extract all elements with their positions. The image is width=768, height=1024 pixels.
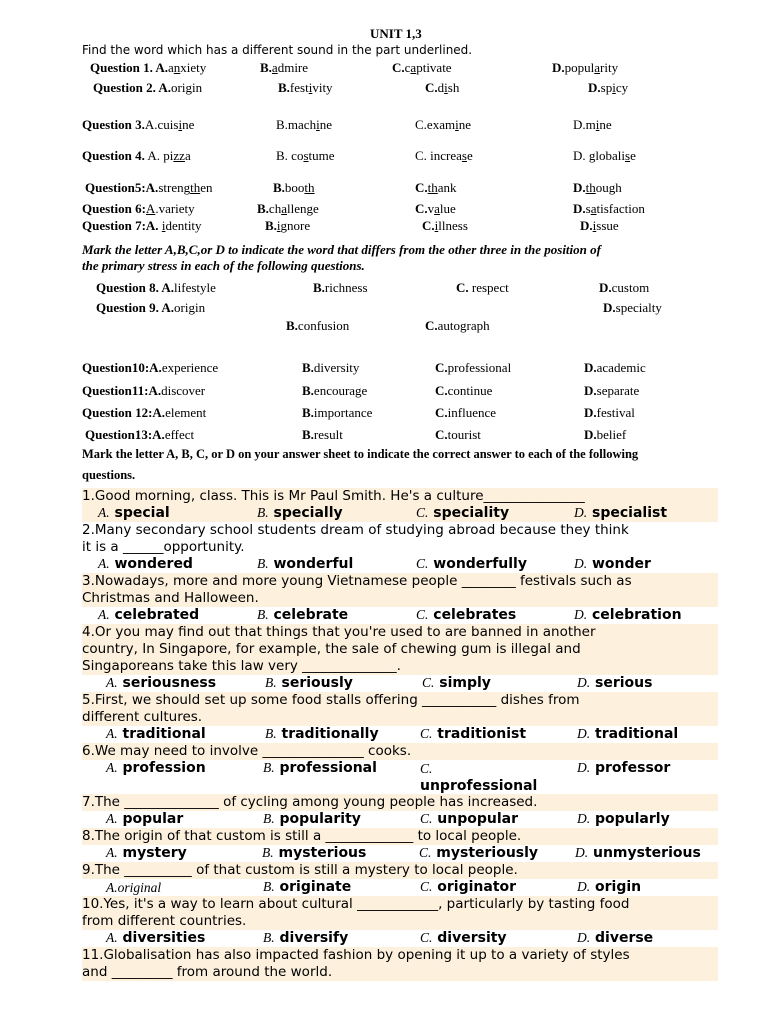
question-10: Question10:A.experience (82, 360, 219, 375)
page-title: UNIT 1,3 (370, 26, 422, 41)
item-2-line-2: it is a ______opportunity. (82, 539, 245, 555)
question-1-option-d: D.popularity (552, 60, 619, 75)
section3-instruction-line1: Mark the letter A, B, C, or D on your answer sheet to indicate the correct answer to each of the following (82, 447, 639, 461)
question-12-option-d: D.festival (584, 405, 635, 420)
question-4-option-b: B. costume (276, 148, 335, 163)
question-2-option-b: B.festivity (278, 80, 333, 95)
question-1-option-c: C.captivate (392, 60, 452, 75)
question-10-option-c: C.professional (435, 360, 512, 375)
question-3: Question 3.A.cuisine (82, 117, 195, 132)
item-5-option-b: B. traditionally (265, 726, 379, 742)
item-4-option-c: C. simply (422, 675, 491, 691)
question-1: Question 1. A.anxiety (90, 60, 207, 75)
item-5-line-1: 5.First, we should set up some food stalls offering ___________ dishes from (82, 692, 580, 708)
item-6-option-a: A. profession (106, 760, 206, 776)
question-12-option-b: B.importance (302, 405, 373, 420)
question-8-option-b: B.richness (313, 280, 368, 295)
item-7-option-a: A. popular (106, 811, 184, 827)
question-3-option-c: C.examine (415, 117, 471, 132)
question-7-option-c: C.illness (422, 218, 468, 233)
question-9-option-d: D.specialty (603, 300, 662, 315)
question-5-option-d: D.though (573, 180, 622, 195)
section3-instruction-line2: questions. (82, 468, 136, 482)
item-2-line-1: 2.Many secondary school students dream of studying abroad because they think (82, 522, 629, 538)
question-8: Question 8. A.lifestyle (96, 280, 216, 295)
item-8-option-a: A. mystery (106, 845, 187, 861)
item-10-option-d: D. diverse (577, 930, 654, 946)
item-1-option-b: B. specially (257, 505, 343, 521)
item-10-option-b: B. diversify (263, 930, 349, 946)
question-4: Question 4. A. pizza (82, 148, 191, 163)
item-3-line-2: Christmas and Halloween. (82, 590, 259, 606)
item-5-line-2: different cultures. (82, 709, 203, 725)
section1-instruction: Find the word which has a different sound in the part underlined. (82, 43, 473, 57)
question-4-option-d: D. globalise (573, 148, 636, 163)
item-10-line-1: 10.Yes, it's a way to learn about cultural ____________, particularly by tasting food (82, 896, 630, 912)
question-5-option-b: B.booth (273, 180, 315, 195)
item-9-option-b: B. originate (263, 879, 352, 895)
question-2-option-c: C.dish (425, 80, 460, 95)
item-1-line-1: 1.Good morning, class. This is Mr Paul Smith. He's a culture_______________ (82, 488, 585, 504)
question-6-option-c: C.value (415, 201, 456, 216)
item-9-option-d: D. origin (577, 879, 642, 895)
question-13-option-d: D.belief (584, 427, 627, 442)
item-8-option-b: B. mysterious (262, 845, 367, 861)
question-6: Question 6:A.variety (82, 201, 195, 216)
question-9-option-b: B.confusion (286, 318, 350, 333)
item-6-line-1: 6.We may need to involve _______________ cooks. (82, 743, 412, 759)
question-6-option-d: D.satisfaction (573, 201, 645, 216)
item-4-option-d: D. serious (577, 675, 653, 691)
item-9-line-1: 9.The __________ of that custom is still a mystery to local people. (82, 862, 518, 878)
item-3-option-d: D. celebration (574, 607, 682, 623)
item-11-line-1: 11.Globalisation has also impacted fashion by opening it up to a variety of styles (82, 947, 630, 963)
question-12: Question 12:A.element (82, 405, 207, 420)
question-3-option-b: B.machine (276, 117, 332, 132)
question-12-option-c: C.influence (435, 405, 497, 420)
item-9-option-c: C. originator (420, 879, 517, 895)
question-13-option-b: B.result (302, 427, 343, 442)
question-9: Question 9. A.origin (96, 300, 206, 315)
question-8-option-c: C. respect (456, 280, 509, 295)
question-11-option-b: B.encourage (302, 383, 368, 398)
item-10-option-a: A. diversities (106, 930, 206, 946)
item-10-option-c: C. diversity (420, 930, 507, 946)
item-9-option-a: A.original (106, 880, 162, 895)
item-4-option-b: B. seriously (265, 675, 353, 691)
item-5-option-a: A. traditional (106, 726, 206, 742)
item-6-option-d: D. professor (577, 760, 671, 776)
item-1-option-d: D. specialist (574, 505, 668, 521)
item-1-option-a: A. special (98, 505, 170, 521)
item-3-line-1: 3.Nowadays, more and more young Vietnamese people ________ festivals such as (82, 573, 632, 589)
question-2-option-d: D.spicy (588, 80, 629, 95)
question-4-option-c: C. increase (415, 148, 473, 163)
question-13-option-c: C.tourist (435, 427, 481, 442)
item-8-option-d: D. unmysterious (575, 845, 701, 861)
item-7-option-c: C. unpopular (420, 811, 518, 827)
item-3-option-a: A. celebrated (98, 607, 200, 623)
item-7-option-d: D. popularly (577, 811, 670, 827)
question-5-option-c: C.thank (415, 180, 457, 195)
item-2-option-c: C. wonderfully (416, 556, 527, 572)
item-8-line-1: 8.The origin of that custom is still a _____________ to local people. (82, 828, 522, 844)
question-9-option-c: C.autograph (425, 318, 490, 333)
question-5: Question5:A.strengthen (85, 180, 213, 195)
question-2: Question 2. A.origin (93, 80, 203, 95)
question-10-option-d: D.academic (584, 360, 646, 375)
item-1-option-c: C. speciality (416, 505, 510, 521)
question-8-option-d: D.custom (599, 280, 650, 295)
item-11-line-2: and _________ from around the world. (82, 964, 333, 980)
question-7-option-d: D.issue (580, 218, 619, 233)
question-6-option-b: B.challenge (257, 201, 319, 216)
item-6-option-b: B. professional (263, 760, 377, 776)
item-10-line-2: from different countries. (82, 913, 247, 929)
question-7: Question 7:A. identity (82, 218, 202, 233)
question-10-option-b: B.diversity (302, 360, 360, 375)
item-7-line-1: 7.The ______________ of cycling among young people has increased. (82, 794, 538, 810)
question-7-option-b: B.ignore (265, 218, 311, 233)
item-5-option-d: D. traditional (577, 726, 679, 742)
item-2-option-a: A. wondered (98, 556, 193, 572)
item-7-option-b: B. popularity (263, 811, 361, 827)
item-2-option-d: D. wonder (574, 556, 651, 572)
item-8-option-c: C. mysteriously (419, 845, 539, 861)
question-1-option-b: B.admire (260, 60, 309, 75)
question-11-option-c: C.continue (435, 383, 493, 398)
item-4-line-3: Singaporeans take this law very ______________. (82, 658, 401, 674)
question-3-option-d: D.mine (573, 117, 612, 132)
question-11: Question11:A.discover (82, 383, 206, 398)
section2-instruction-line2: the primary stress in each of the following questions. (82, 258, 365, 273)
question-11-option-d: D.separate (584, 383, 640, 398)
item-3-option-b: B. celebrate (257, 607, 349, 623)
item-6-option-c: C. unprofessional (420, 761, 538, 794)
question-13: Question13:A.effect (85, 427, 195, 442)
section2-instruction-line1: Mark the letter A,B,C,or D to indicate the word that differs from the other three in the position of (82, 242, 601, 257)
item-4-line-2: country, In Singapore, for example, the sale of chewing gum is illegal and (82, 641, 581, 657)
item-2-option-b: B. wonderful (257, 556, 354, 572)
item-4-option-a: A. seriousness (106, 675, 217, 691)
item-3-option-c: C. celebrates (416, 607, 517, 623)
item-5-option-c: C. traditionist (420, 726, 527, 742)
item-4-line-1: 4.Or you may find out that things that you're used to are banned in another (82, 624, 596, 640)
